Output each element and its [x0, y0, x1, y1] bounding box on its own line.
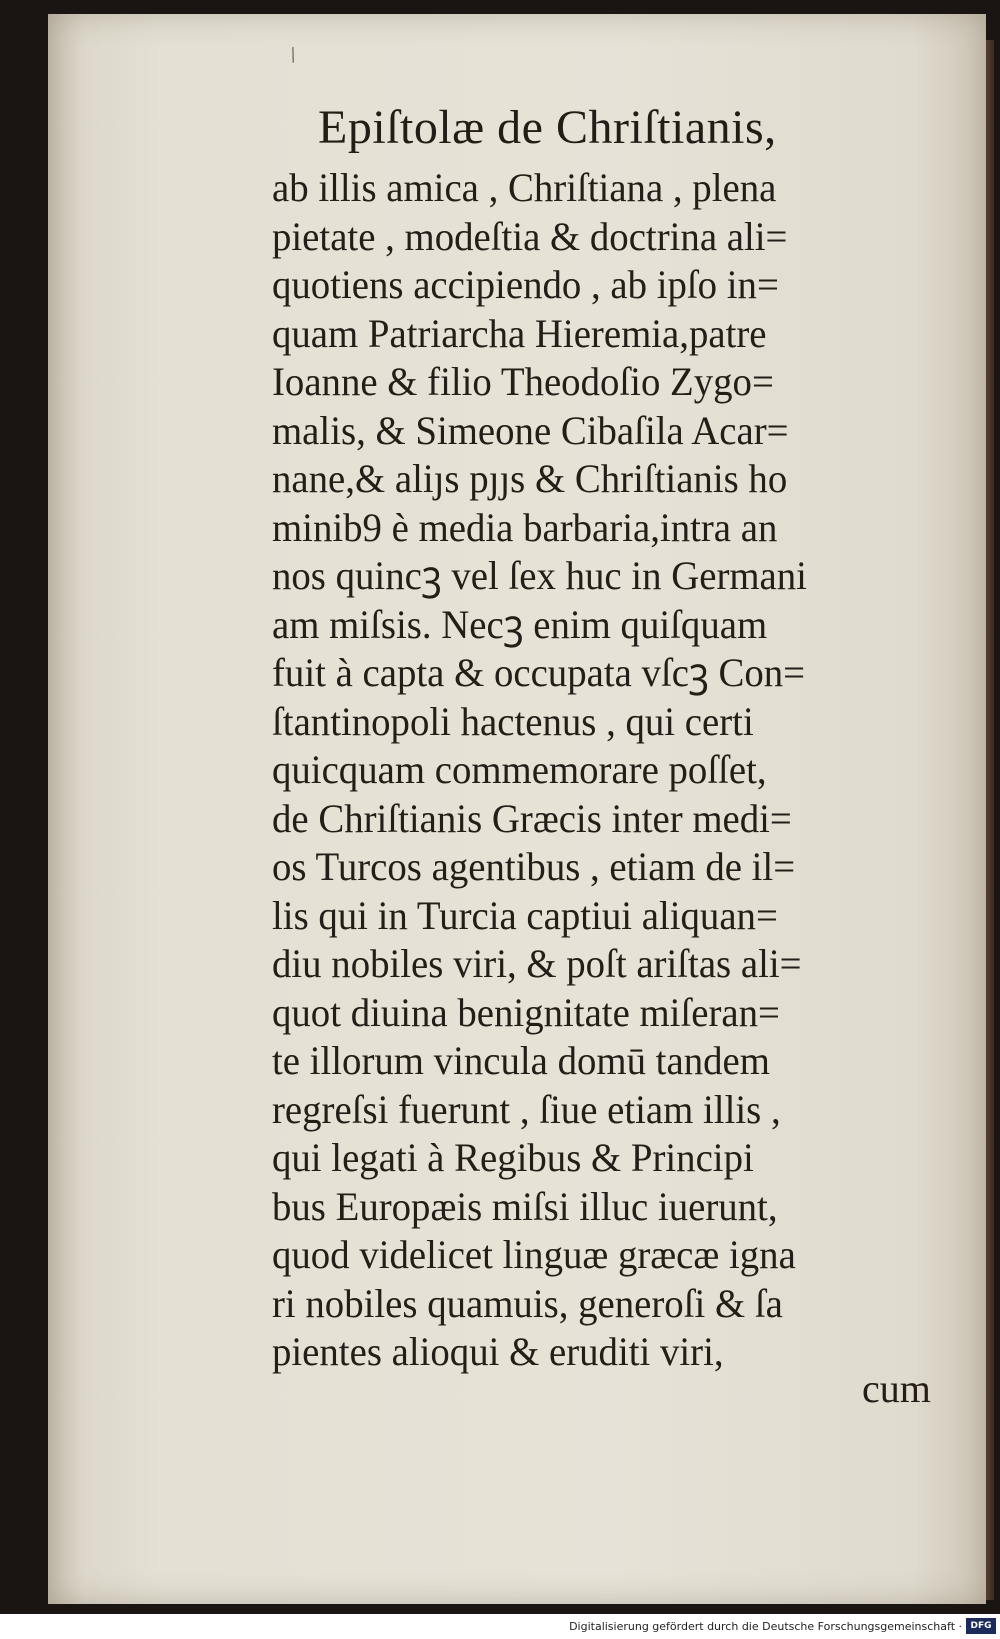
text-line: ſtantinopoli hactenus , qui certi: [272, 698, 754, 744]
text-line: fuit à capta & occupata vſcꝫ Con=: [272, 650, 806, 695]
text-line: minib9 è media barbaria,intra an: [272, 504, 778, 550]
text-line: malis, & Simeone Cibaſila Acar=: [272, 407, 789, 453]
footer-bar: [0, 1614, 1000, 1639]
text-line: pientes alioqui & eruditi viri,: [272, 1329, 724, 1374]
catchword: cum: [862, 1366, 931, 1411]
text-line: ri nobiles quamuis, generoſi & ſa: [272, 1280, 783, 1326]
body-text: [272, 164, 952, 1377]
text-line: Ioanne & filio Theodoſio Zygo=: [272, 359, 774, 404]
text-line: quod videlicet linguæ græcæ igna: [272, 1232, 796, 1277]
text-line: te illorum vincula domū tandem: [272, 1038, 770, 1083]
text-line: nos quincꝫ vel ſex huc in Germani: [272, 553, 807, 598]
text-line: diu nobiles viri, & poſt ariſtas ali=: [272, 941, 802, 986]
text-line: lis qui in Turcia captiui aliquan=: [272, 892, 778, 938]
text-line: am miſsis. Necꝫ enim quiſquam: [272, 601, 768, 647]
text-line: os Turcos agentibus , etiam de il=: [272, 844, 796, 889]
text-line: quicquam commemorare poſſet,: [272, 747, 767, 792]
text-line: nane,& aliȷs pȷȷs & Chriſtianis ho: [272, 456, 788, 501]
running-head: Epiſtolæ de Chriſtianis,: [318, 101, 777, 154]
text-line: pietate , modeſtia & doctrina ali=: [272, 213, 788, 259]
text-line: quotiens accipiendo , ab ipſo in=: [272, 262, 779, 307]
text-line: qui legati à Regibus & Principi: [272, 1135, 754, 1180]
text-line: de Chriſtianis Græcis inter medi=: [272, 795, 792, 841]
text-line: ab illis amica , Chriſtiana , plena: [272, 165, 777, 210]
funding-credit: Digitalisierung gefördert durch die Deutsche Forschungsgemeinschaft ·: [569, 1620, 962, 1633]
dfg-logo: DFG: [966, 1618, 996, 1634]
text-line: bus Europæis miſsi illuc iuerunt,: [272, 1183, 778, 1229]
text-line: quam Patriarcha Hieremia,patre: [272, 310, 767, 356]
text-line: quot diuina benignitate miſeran=: [272, 989, 780, 1035]
margin-mark: /: [285, 41, 301, 68]
text-line: regreſsi fuerunt , ſiue etiam illis ,: [272, 1086, 781, 1132]
